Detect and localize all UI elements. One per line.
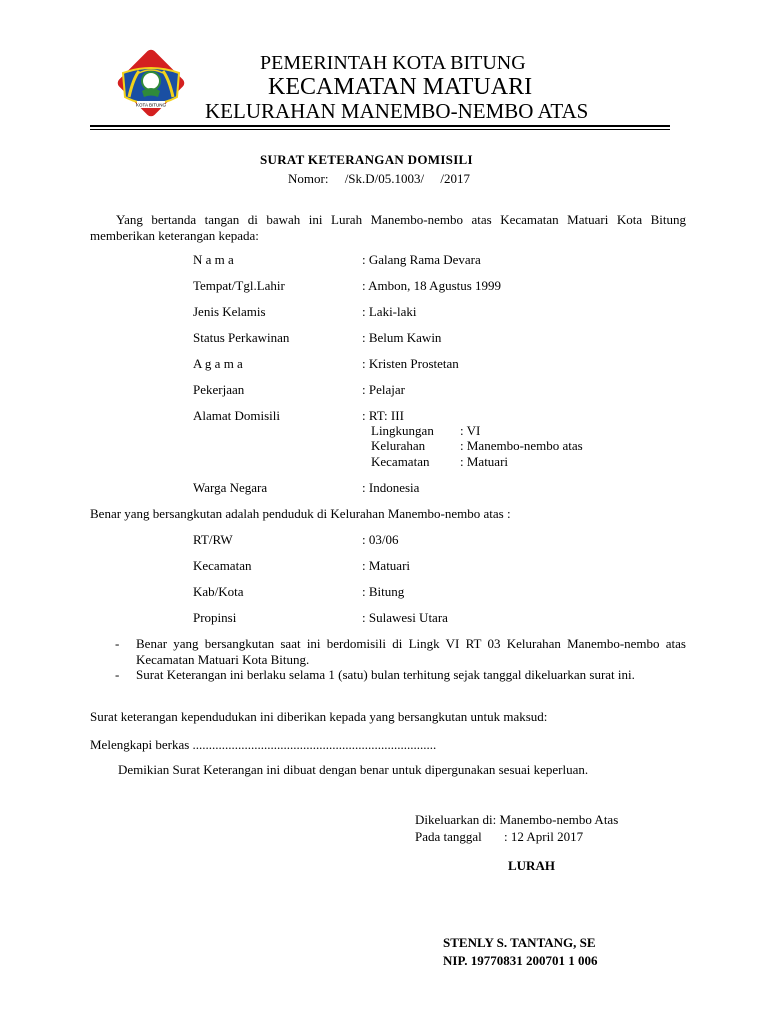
berkas-line: Melengkapi berkas ........................................................................... (90, 737, 437, 752)
field-label-warga: Warga Negara (193, 480, 268, 495)
residency-statement: Benar yang bersangkutan adalah penduduk di Kelurahan Manembo-nembo atas : (90, 506, 511, 521)
field-label-nama: N a m a (193, 252, 234, 267)
signatory-nip: NIP. 19770831 200701 1 006 (443, 953, 598, 968)
residence-label-kecamatan: Kecamatan (193, 558, 252, 573)
field-label-jk: Jenis Kelamis (193, 304, 266, 319)
field-value-agama: : Kristen Prostetan (362, 356, 459, 371)
field-label-ttl: Tempat/Tgl.Lahir (193, 278, 285, 293)
letter-number: Nomor: /Sk.D/05.1003/ /2017 (288, 171, 471, 186)
purpose-line: Surat keterangan kependudukan ini diberikan kepada yang bersangkutan untuk maksud: (90, 709, 548, 724)
field-label-pekerjaan: Pekerjaan (193, 382, 245, 397)
bullet-item: Benar yang bersangkutan saat ini berdomisili di Lingk VI RT 03 Kelurahan Manembo-nembo atas Kecamatan Matuari Kota Bitung. (136, 636, 686, 667)
residence-value-propinsi: : Sulawesi Utara (362, 610, 448, 625)
field-value-kelurahan: : Manembo-nembo atas (460, 438, 583, 453)
closing-line: Demikian Surat Keterangan ini dibuat dengan benar untuk dipergunakan sesuai keperluan. (118, 762, 589, 777)
field-label-status: Status Perkawinan (193, 330, 290, 345)
residence-label-propinsi: Propinsi (193, 610, 237, 625)
header-divider-thick (90, 125, 670, 127)
date-value: : 12 April 2017 (504, 829, 584, 844)
issued-at: Dikeluarkan di: Manembo-nembo Atas (415, 812, 619, 827)
field-label-alamat: Alamat Domisili (193, 408, 281, 423)
residence-value-kabkota: : Bitung (362, 584, 405, 599)
header-village: KELURAHAN MANEMBO-NEMBO ATAS (205, 99, 589, 123)
field-value-kecamatan: : Matuari (460, 454, 509, 469)
bullet-mark: - (115, 636, 120, 651)
field-value-warga: : Indonesia (362, 480, 420, 495)
field-label-kelurahan: Kelurahan (371, 438, 426, 453)
residence-label-kabkota: Kab/Kota (193, 584, 244, 599)
signatory-name: STENLY S. TANTANG, SE (443, 935, 596, 950)
signatory-position: LURAH (508, 858, 555, 873)
field-value-rt: : RT: III (362, 408, 404, 423)
header-divider-thin (90, 129, 670, 130)
field-value-status: : Belum Kawin (362, 330, 442, 345)
date-label: Pada tanggal (415, 829, 482, 844)
field-value-pekerjaan: : Pelajar (362, 382, 405, 397)
field-value-lingkungan: : VI (460, 423, 481, 438)
residence-label-rtrw: RT/RW (193, 532, 233, 547)
intro-paragraph: Yang bertanda tangan di bawah ini Lurah Manembo-nembo atas Kecamatan Matuari Kota Bitung memberikan keterangan kepada: (90, 212, 686, 243)
city-emblem-logo (113, 45, 189, 121)
logo-text: KOTA BITUNG (136, 102, 166, 108)
field-value-nama: : Galang Rama Devara (362, 252, 481, 267)
residence-value-rtrw: : 03/06 (362, 532, 399, 547)
field-label-lingkungan: Lingkungan (371, 423, 434, 438)
bullet-mark: - (115, 667, 120, 682)
field-value-ttl: : Ambon, 18 Agustus 1999 (362, 278, 502, 293)
field-label-agama: A g a m a (193, 356, 243, 371)
bullet-item: Surat Keterangan ini berlaku selama 1 (satu) bulan terhitung sejak tanggal dikeluarkan surat ini. (136, 667, 635, 682)
field-label-kecamatan: Kecamatan (371, 454, 430, 469)
letter-title: SURAT KETERANGAN DOMISILI (260, 152, 473, 167)
residence-value-kecamatan: : Matuari (362, 558, 411, 573)
header-district: KECAMATAN MATUARI (268, 74, 533, 100)
header-government: PEMERINTAH KOTA BITUNG (260, 52, 526, 74)
field-value-jk: : Laki-laki (362, 304, 417, 319)
